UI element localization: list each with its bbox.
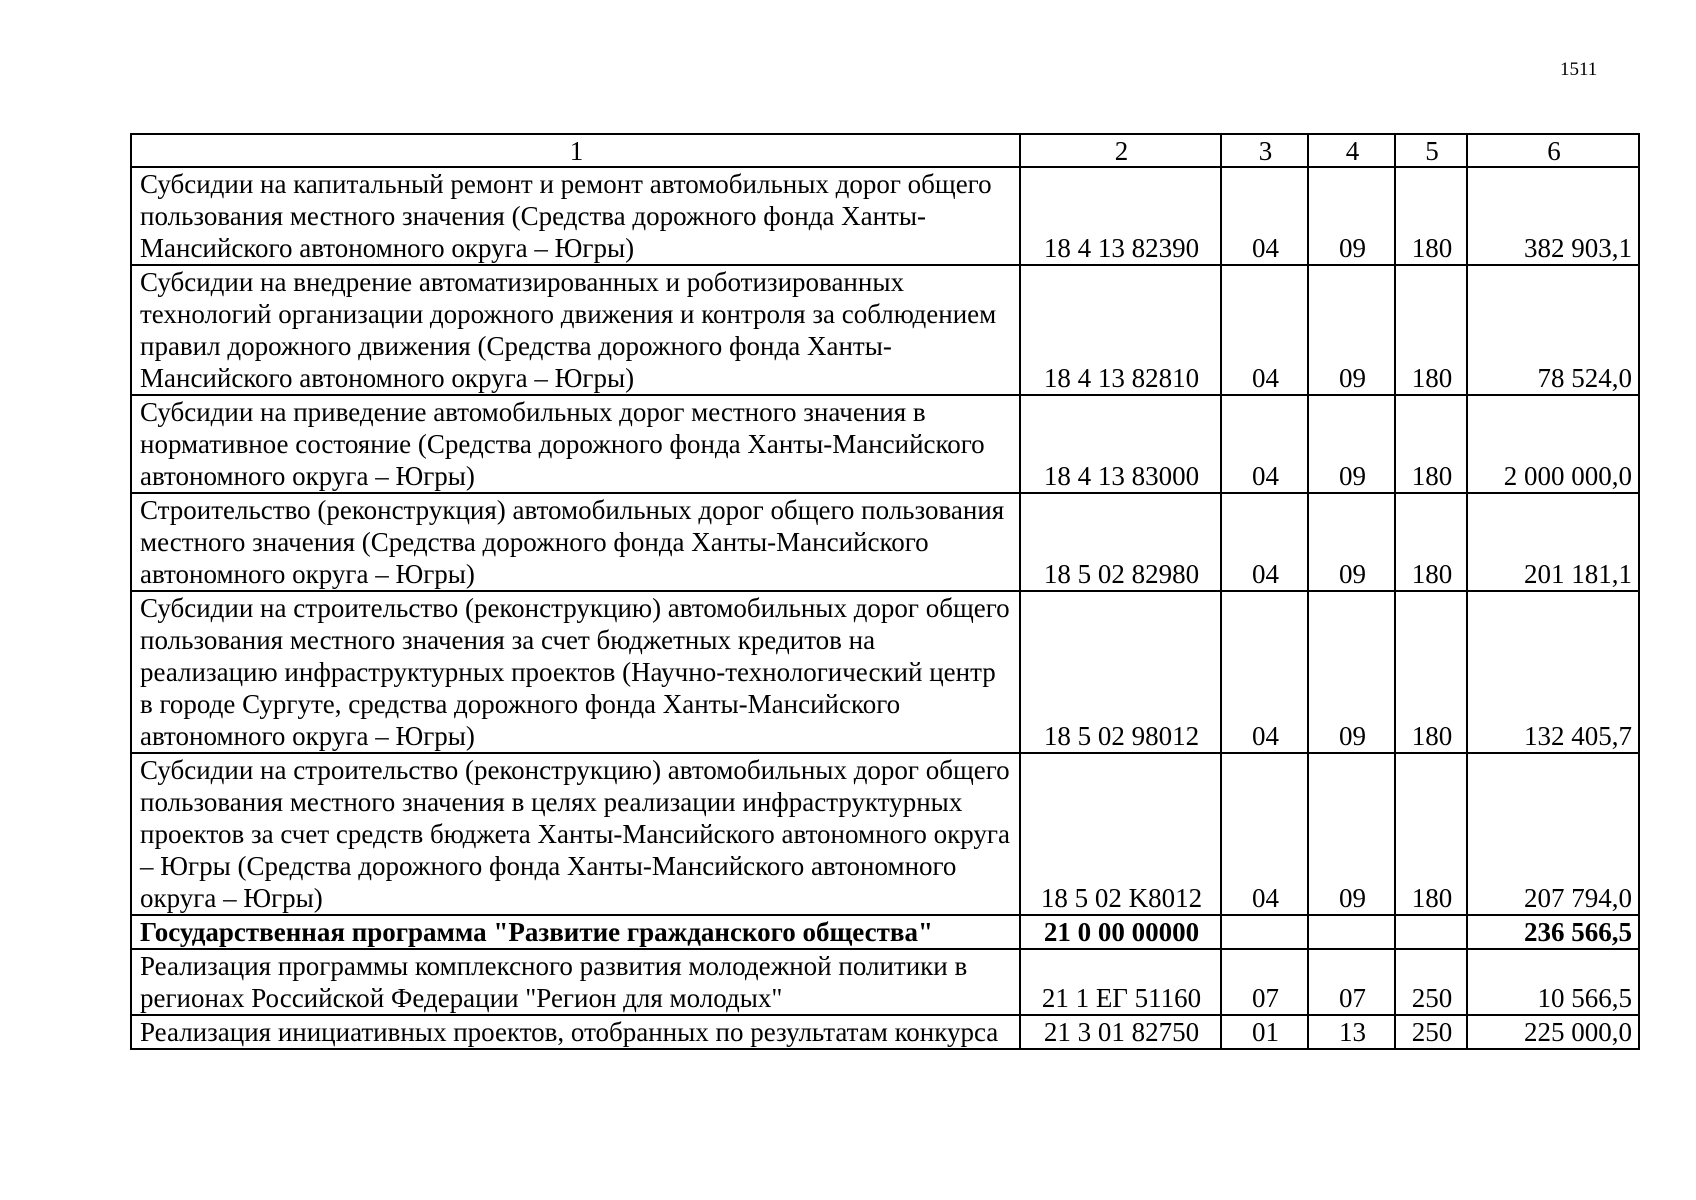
row-section: 07: [1221, 949, 1308, 1015]
row-subsection: 13: [1308, 1015, 1395, 1049]
row-amount: 10 566,5: [1467, 949, 1639, 1015]
column-header-3: 3: [1221, 134, 1308, 167]
row-subsection: [1308, 915, 1395, 949]
page-number: 1511: [1560, 59, 1598, 80]
table-row: [131, 1015, 1639, 1049]
row-subsection: 09: [1308, 167, 1395, 265]
table-row: [131, 493, 1639, 591]
row-expense-type: 180: [1395, 591, 1467, 753]
row-code: 21 1 ЕГ 51160: [1020, 949, 1221, 1015]
row-expense-type: [1395, 915, 1467, 949]
row-amount: 78 524,0: [1467, 265, 1639, 395]
column-header-1: 1: [131, 134, 1020, 167]
row-section: 04: [1221, 395, 1308, 493]
row-subsection: 09: [1308, 395, 1395, 493]
row-section: 04: [1221, 167, 1308, 265]
row-code: 18 4 13 82390: [1020, 167, 1221, 265]
table-row: [131, 265, 1639, 395]
row-amount: 2 000 000,0: [1467, 395, 1639, 493]
row-code: 18 5 02 K8012: [1020, 753, 1221, 915]
row-expense-type: 180: [1395, 493, 1467, 591]
table-row-program-total: [131, 915, 1639, 949]
row-name: Субсидии на капитальный ремонт и ремонт автомобильных дорог общего пользования местного значения (Средства дорожного фонда Ханты-Мансийского автономного округа – Югры): [131, 167, 1020, 265]
row-name: Субсидии на внедрение автоматизированных и роботизированных технологий организации дорожного движения и контроля за соблюдением правил дорожного движения (Средства дорожного фонда Ханты-Мансийского автономного округа – Югры): [131, 265, 1020, 395]
table-row: [131, 753, 1639, 915]
budget-table: [130, 133, 1640, 1050]
row-expense-type: 180: [1395, 753, 1467, 915]
row-name: Государственная программа "Развитие гражданского общества": [131, 915, 1020, 949]
row-expense-type: 250: [1395, 1015, 1467, 1049]
row-expense-type: 180: [1395, 167, 1467, 265]
row-code: 18 5 02 98012: [1020, 591, 1221, 753]
row-expense-type: 180: [1395, 265, 1467, 395]
row-subsection: 07: [1308, 949, 1395, 1015]
row-name: Субсидии на строительство (реконструкцию) автомобильных дорог общего пользования местного значения в целях реализации инфраструктурных проектов за счет средств бюджета Ханты-Мансийского автономного округа – Югры (Средства дорожного фонда Ханты-Мансийского автономного округа – Югры): [131, 753, 1020, 915]
row-code: 18 4 13 82810: [1020, 265, 1221, 395]
row-subsection: 09: [1308, 265, 1395, 395]
table-row: [131, 395, 1639, 493]
row-amount: 236 566,5: [1467, 915, 1639, 949]
column-header-5: 5: [1395, 134, 1467, 167]
table-row: [131, 591, 1639, 753]
column-header-4: 4: [1308, 134, 1395, 167]
row-name: Субсидии на приведение автомобильных дорог местного значения в нормативное состояние (Средства дорожного фонда Ханты-Мансийского автономного округа – Югры): [131, 395, 1020, 493]
column-header-6: 6: [1467, 134, 1639, 167]
table-row: [131, 167, 1639, 265]
row-name: Реализация программы комплексного развития молодежной политики в регионах Российской Федерации "Регион для молодых": [131, 949, 1020, 1015]
row-amount: 207 794,0: [1467, 753, 1639, 915]
row-subsection: 09: [1308, 591, 1395, 753]
row-subsection: 09: [1308, 753, 1395, 915]
row-subsection: 09: [1308, 493, 1395, 591]
row-section: 04: [1221, 265, 1308, 395]
row-name: Реализация инициативных проектов, отобранных по результатам конкурса: [131, 1015, 1020, 1049]
column-header-2: 2: [1020, 134, 1221, 167]
table-header-row: [131, 134, 1639, 167]
row-section: 04: [1221, 591, 1308, 753]
table-row: [131, 949, 1639, 1015]
row-section: 04: [1221, 493, 1308, 591]
row-name: Строительство (реконструкция) автомобильных дорог общего пользования местного значения (Средства дорожного фонда Ханты-Мансийского автономного округа – Югры): [131, 493, 1020, 591]
row-amount: 382 903,1: [1467, 167, 1639, 265]
row-code: 18 5 02 82980: [1020, 493, 1221, 591]
row-code: 21 0 00 00000: [1020, 915, 1221, 949]
row-section: 04: [1221, 753, 1308, 915]
row-amount: 225 000,0: [1467, 1015, 1639, 1049]
row-code: 18 4 13 83000: [1020, 395, 1221, 493]
row-expense-type: 250: [1395, 949, 1467, 1015]
row-section: 01: [1221, 1015, 1308, 1049]
row-name: Субсидии на строительство (реконструкцию) автомобильных дорог общего пользования местного значения за счет бюджетных кредитов на реализацию инфраструктурных проектов (Научно-технологический центр в городе Сургуте, средства дорожного фонда Ханты-Мансийского автономного округа – Югры): [131, 591, 1020, 753]
row-code: 21 3 01 82750: [1020, 1015, 1221, 1049]
row-amount: 132 405,7: [1467, 591, 1639, 753]
row-amount: 201 181,1: [1467, 493, 1639, 591]
row-section: [1221, 915, 1308, 949]
row-expense-type: 180: [1395, 395, 1467, 493]
